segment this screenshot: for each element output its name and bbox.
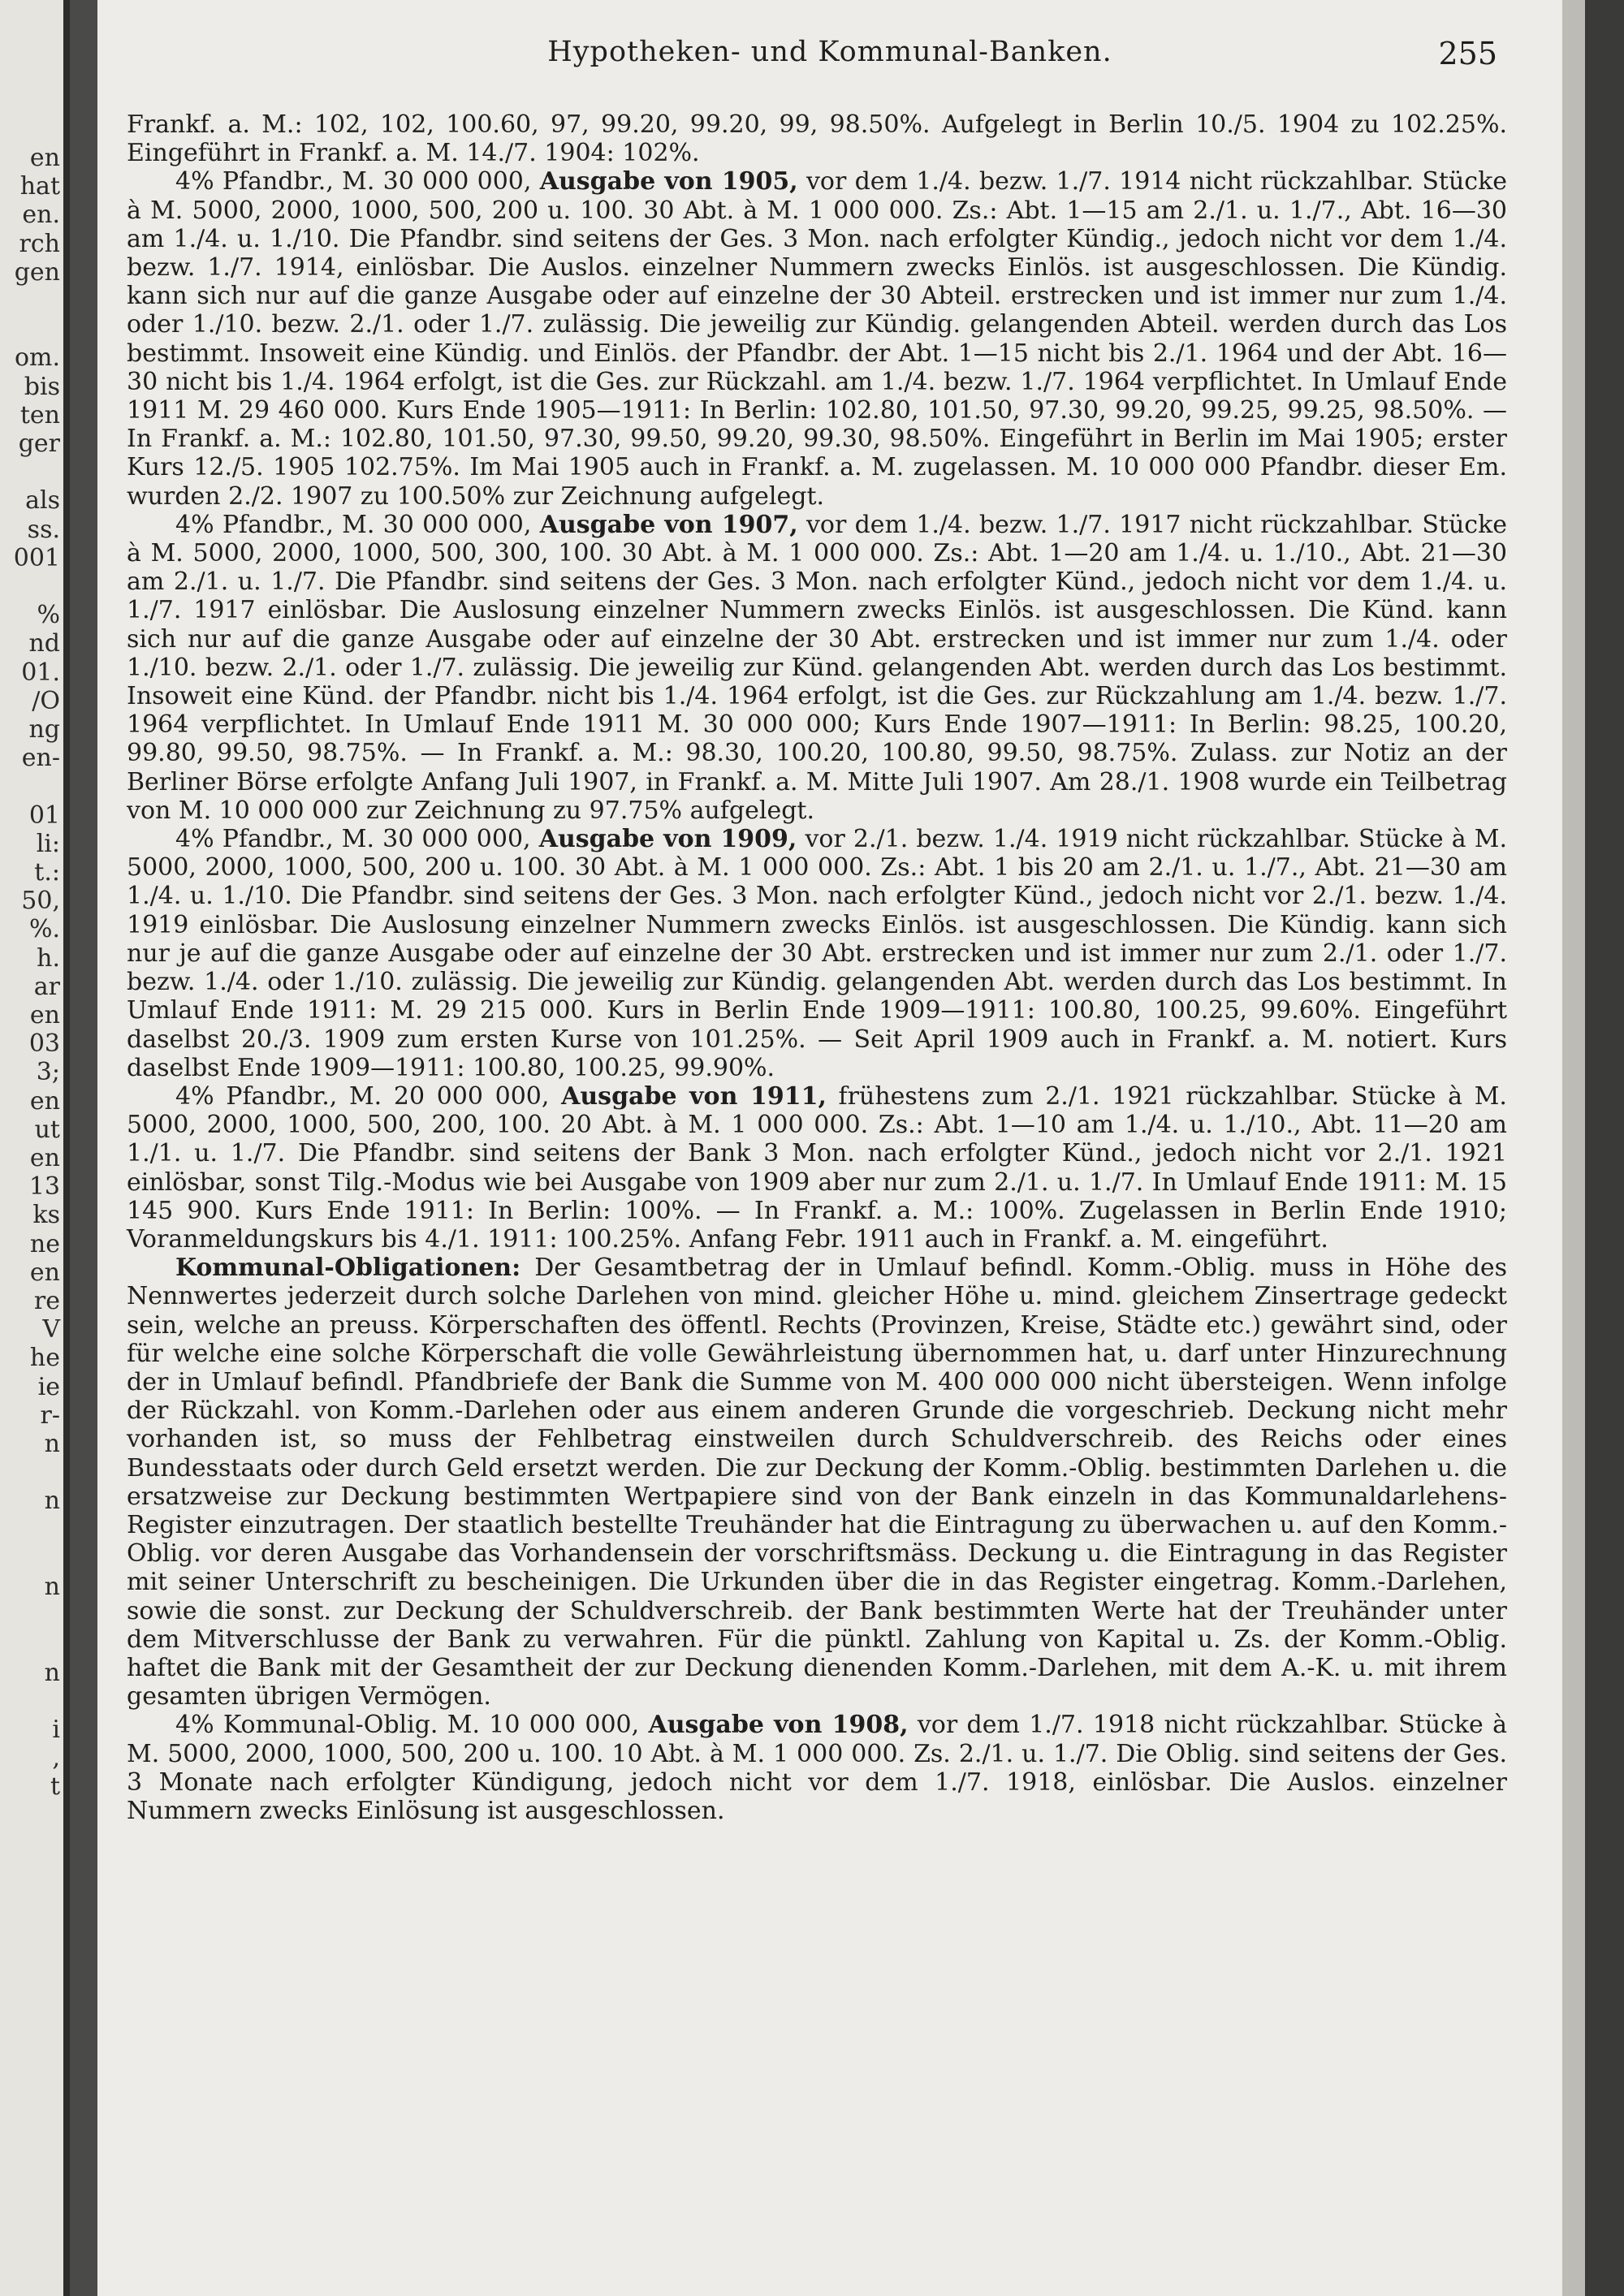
paragraph: [127, 511, 1507, 825]
bold-heading-text: Ausgabe von 1905,: [539, 167, 798, 196]
paragraph: [127, 110, 1507, 167]
margin-fragment: %.: [28, 915, 60, 944]
margin-fragment: h.: [37, 943, 60, 973]
paragraph-text: vor 2./1. bezw. 1./4. 1919 nicht rückzahlbar. Stücke à M. 5000, 2000, 1000, 500, 200 u. 100. 30 Abt. à M. 1 000 000. Zs.: Abt. 1 bis 20 am 2./1. u. 1./7., Abt. 21—30 am 1./4. u. 1./10. Die Pfandbr. sind seitens der Ges. 3 Mon. nach erfolgter Künd., jedoch nicht vor 2./1. bezw. 1./4. 1919 einlösbar. Die Auslosung einzelner Nummern zwecks Einlös. ist ausgeschlossen. Die Kündig. kann sich nur je auf die ganze Ausgabe oder auf einzelne der 30 Abt. erstrecken und ist immer nur zum 2./1. oder 1./7. bezw. 1./4. oder 1./10. zulässig. Die jeweilig zur Kündig. gelangenden Abt. werden durch das Los bestimmt. In Umlauf Ende 1911: M. 29 215 000. Kurs in Berlin Ende 1909—1911: 100.80, 100.25, 99.60%. Eingeführt daselbst 20./3. 1909 zum ersten Kurse von 101.25%. — Seit April 1909 auch in Frankf. a. M. notiert. Kurs daselbst Ende 1909—1911: 100.80, 100.25, 99.90%.: [127, 825, 1507, 1082]
margin-fragment: en.: [22, 201, 60, 230]
margin-fragment: en: [29, 1001, 60, 1029]
margin-fragment: he: [29, 1344, 60, 1373]
margin-fragment: li:: [36, 829, 60, 858]
paragraph: [127, 1711, 1507, 1825]
margin-fragment: 01.: [21, 658, 60, 687]
margin-fragment: 13: [28, 1172, 60, 1202]
margin-fragment: re: [33, 1287, 60, 1315]
margin-fragment: n: [44, 1487, 60, 1516]
margin-fragment: als: [25, 486, 60, 516]
paragraph: [127, 167, 1507, 510]
paragraph: [127, 825, 1507, 1082]
paragraph-text: vor dem 1./4. bezw. 1./7. 1914 nicht rückzahlbar. Stücke à M. 5000, 2000, 1000, 500, 200 u. 100. 30 Abt. à M. 1 000 000. Zs.: Abt. 1—15 am 2./1. u. 1./7., Abt. 16—30 am 1./4. u. 1./10. Die Pfandbr. sind seitens der Ges. 3 Mon. nach erfolgter Kündig., jedoch nicht vor dem 1./4. bezw. 1./7. 1914, einlösbar. Die Auslos. einzelner Nummern zwecks Einlös. ist ausgeschlossen. Die Kündig. kann sich nur auf die ganze Ausgabe oder auf einzelne der 30 Abteil. erstrecken und ist immer nur zum 1./4. oder 1./10. bezw. 2./1. oder 1./7. zulässig. Die jeweilig zur Kündig. gelangenden Abteil. werden durch das Los bestimmt. Insoweit eine Kündig. und Einlös. der Pfandbr. der Abt. 1—15 nicht bis 2./1. 1964 und der Abt. 16—30 nicht bis 1./4. 1964 erfolgt, ist die Ges. zur Rückzahl. am 1./4. bezw. 1./7. 1964 verpflichtet. In Umlauf Ende 1911 M. 29 460 000. Kurs Ende 1905—1911: In Berlin: 102.80, 101.50, 97.30, 99.20, 99.25, 99.25, 98.50%. — In Frankf. a. M.: 102.80, 101.50, 97.30, 99.50, 99.20, 99.30, 98.50%. Eingeführt in Berlin im Mai 1905; erster Kurs 12./5. 1905 102.75%. Im Mai 1905 auch in Frankf. a. M. zugelassen. M. 10 000 000 Pfandbr. dieser Em. wurden 2./2. 1907 zu 100.50% zur Zeichnung aufgelegt.: [127, 167, 1507, 511]
binding-shadow-right: [1585, 0, 1624, 2296]
paragraph: [127, 1082, 1507, 1254]
paragraph-text: 4% Pfandbr., M. 30 000 000,: [175, 167, 540, 196]
margin-fragment: %: [37, 601, 60, 630]
margin-fragment: r-: [40, 1400, 60, 1430]
margin-fragment: ss.: [27, 515, 60, 544]
running-head: Hypotheken- und Kommunal-Banken.: [547, 36, 1112, 68]
margin-fragment: /O: [32, 686, 60, 715]
margin-fragment: n: [44, 1658, 60, 1687]
paragraph-text: Frankf. a. M.: 102, 102, 100.60, 97, 99.20, 99.20, 99, 98.50%. Aufgelegt in Berlin 10./5. 1904 zu 102.25%. Eingeführt in Frankf. a. M. 14./7. 1904: 102%.: [127, 110, 1507, 168]
bold-heading-text: Ausgabe von 1909,: [538, 825, 797, 854]
margin-fragment: nd: [28, 629, 60, 658]
margin-fragment: om.: [14, 343, 60, 373]
margin-fragment: ks: [32, 1201, 60, 1230]
margin-fragment: en: [29, 1144, 60, 1172]
paragraph-text: vor dem 1./7. 1918 nicht rückzahlbar. Stücke à M. 5000, 2000, 1000, 500, 200 u. 100. 10 Abt. à M. 1 000 000. Zs. 2./1. u. 1./7. Die Oblig. sind seitens der Ges. 3 Monate nach erfolgter Kündigung, jedoch nicht vor dem 1./7. 1918, einlösbar. Die Auslos. einzelner Nummern zwecks Einlösung ist ausgeschlossen.: [127, 1711, 1507, 1825]
margin-fragment: 01: [28, 801, 60, 830]
margin-fragment: ger: [18, 429, 60, 458]
bold-heading-text: Ausgabe von 1907,: [539, 510, 798, 539]
page-header: [97, 36, 1562, 76]
document-page: [97, 0, 1562, 2296]
adjacent-page-strip: [0, 0, 63, 2296]
paragraph: [127, 1254, 1507, 1711]
bold-heading-text: Ausgabe von 1911,: [561, 1081, 827, 1111]
paragraph-text: 4% Pfandbr., M. 30 000 000,: [175, 510, 540, 539]
bold-heading-text: Kommunal-Obligationen:: [175, 1254, 521, 1283]
paragraph-text: Der Gesamtbetrag der in Umlauf befindl. Komm.-Oblig. muss in Höhe des Nennwertes jederzeit durch solche Darlehen von mind. gleicher Höhe u. mind. gleichem Zinsertrage gedeckt sein, welche an preuss. Körperschaften des öffentl. Rechts (Provinzen, Kreise, Städte etc.) gewährt sind, oder für welche eine solche Körperschaft die volle Gewährleistung übernommen hat, u. darf unter Hinzurechnung der in Umlauf befindl. Pfandbriefe der Bank die Summe von M. 400 000 000 nicht übersteigen. Wenn infolge der Rückzahl. von Komm.-Darlehen oder aus einem anderen Grunde die vorgeschrieb. Deckung nicht mehr vorhanden ist, so muss der Fehlbetrag einstweilen durch Schuldverschreib. des Reichs oder eines Bundesstaats oder durch Geld ersetzt werden. Die zur Deckung der Komm.-Oblig. bestimmten Darlehen u. die ersatzweise zur Deckung bestimmten Wertpapiere sind von der Bank einzeln in das Kommunaldarlehens-Register einzutragen. Der staatlich bestellte Treuhänder hat die Eintragung zu überwachen u. auf den Komm.-Oblig. vor deren Ausgabe das Vorhandensein der vorschriftsmäss. Deckung u. die Eintragung in das Register mit seiner Unterschrift zu bescheinigen. Die Urkunden über die in das Register eingetrag. Komm.-Darlehen, sowie die sonst. zur Deckung der Schuldverschreib. der Bank bestimmten Werte hat der Treuhänder unter dem Mitverschlusse der Bank zu verwahren. Für die pünktl. Zahlung von Kapital u. Zs. der Komm.-Oblig. haftet die Bank mit der Gesamtheit der zur Deckung dienenden Komm.-Darlehen, mit dem A.-K. u. mit ihrem gesamten übrigen Vermögen.: [127, 1254, 1507, 1711]
margin-fragment: t: [50, 1772, 60, 1802]
margin-fragment: rch: [19, 229, 60, 258]
margin-fragment: gen: [14, 257, 60, 287]
margin-fragment: en: [29, 1258, 60, 1287]
page-number: 255: [1438, 36, 1497, 71]
paragraph-text: vor dem 1./4. bezw. 1./7. 1917 nicht rückzahlbar. Stücke à M. 5000, 2000, 1000, 500, 300, 100. 30 Abt. à M. 1 000 000. Zs.: Abt. 1—20 am 1./4. u. 1./10., Abt. 21—30 am 2./1. u. 1./7. Die Pfandbr. sind seitens der Ges. 3 Mon. nach erfolgter Künd., jedoch nicht vor dem 1./4. u. 1./7. 1917 einlösbar. Die Auslosung einzelner Nummern zwecks Einlös. ist ausgeschlossen. Die Künd. kann sich nur auf die ganze Ausgabe oder auf einzelne der 30 Abt. erstrecken und ist immer nur zum 1./4. oder 1./10. bezw. 2./1. oder 1./7. zulässig. Die jeweilig zur Künd. gelangenden Abt. werden durch das Los bestimmt. Insoweit eine Künd. der Pfandbr. nicht bis 1./4. 1964 erfolgt, ist die Ges. zur Rückzahlung am 1./4. bezw. 1./7. 1964 verpflichtet. In Umlauf Ende 1911 M. 30 000 000; Kurs Ende 1907—1911: In Berlin: 98.25, 100.20, 99.80, 99.50, 98.75%. — In Frankf. a. M.: 98.30, 100.20, 100.80, 99.50, 98.75%. Zulass. zur Notiz an der Berliner Börse erfolgte Anfang Juli 1907, in Frankf. a. M. Mitte Juli 1907. Am 28./1. 1908 wurde ein Teilbetrag von M. 10 000 000 zur Zeichnung zu 97.75% aufgelegt.: [127, 510, 1507, 825]
bold-heading-text: Ausgabe von 1908,: [648, 1711, 909, 1740]
margin-fragment: 03: [28, 1029, 60, 1059]
paragraph-text: 4% Kommunal-Oblig. M. 10 000 000,: [175, 1711, 649, 1740]
margin-fragment: en: [29, 1086, 60, 1116]
margin-fragment: 001: [13, 543, 60, 572]
margin-fragment: ,: [52, 1744, 60, 1773]
margin-fragment: 3;: [36, 1058, 60, 1087]
margin-fragment: 50,: [21, 887, 60, 916]
margin-fragment: en: [29, 144, 60, 172]
paragraph-text: 4% Pfandbr., M. 20 000 000,: [175, 1081, 562, 1111]
margin-fragment: i: [52, 1716, 60, 1744]
margin-fragment: V: [42, 1315, 60, 1344]
margin-fragment: n: [44, 1573, 60, 1601]
margin-fragment: ar: [33, 972, 60, 1001]
paragraph-text: frühestens zum 2./1. 1921 rückzahlbar. Stücke à M. 5000, 2000, 1000, 500, 200, 100. 20 Abt. à M. 1 000 000. Zs.: Abt. 1—10 am 1./4. u. 1./10., Abt. 11—20 am 1./1. u. 1./7. Die Pfandbr. sind seitens der Bank 3 Mon. nach erfolgter Künd., jedoch nicht vor 2./1. 1921 einlösbar, sonst Tilg.-Modus wie bei Ausgabe von 1909 aber nur zum 2./1. u. 1./7. In Umlauf Ende 1911: M. 15 145 900. Kurs Ende 1911: In Berlin: 100%. — In Frankf. a. M.: 100%. Zugelassen in Berlin Ende 1910; Voranmeldungskurs bis 4./1. 1911: 100.25%. Anfang Febr. 1911 auch in Frankf. a. M. eingeführt.: [127, 1081, 1507, 1254]
margin-fragment: n: [44, 1430, 60, 1458]
paragraph-text: 4% Pfandbr., M. 30 000 000,: [175, 825, 539, 854]
margin-fragment: t.:: [34, 858, 60, 887]
margin-fragment: hat: [19, 172, 60, 201]
margin-fragment: ten: [19, 400, 60, 429]
margin-fragment: ie: [37, 1372, 60, 1401]
margin-fragment: ne: [29, 1229, 60, 1258]
margin-fragment: bis: [24, 372, 60, 401]
binding-shadow-left: [63, 0, 97, 2296]
body-text: [127, 110, 1507, 1825]
margin-fragment: ut: [34, 1115, 60, 1144]
margin-fragment: en-: [21, 744, 60, 773]
margin-fragment: ng: [28, 715, 60, 744]
